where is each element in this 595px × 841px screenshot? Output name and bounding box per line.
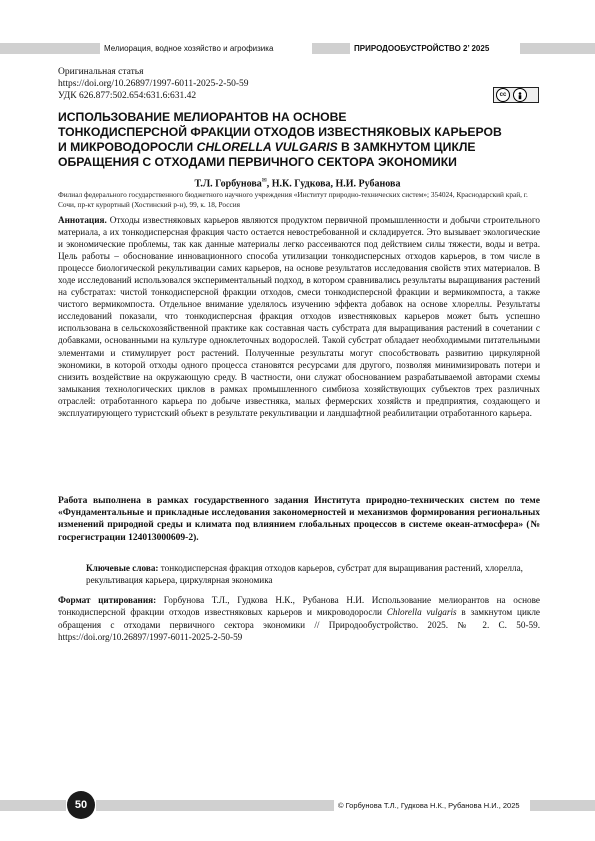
- title-species: CHLORELLA VULGARIS: [196, 140, 338, 154]
- header-left-bar: [0, 43, 100, 54]
- title-line-4: ОБРАЩЕНИЯ С ОТХОДАМИ ПЕРВИЧНОГО СЕКТОРА ЭКОНОМИКИ: [58, 155, 457, 169]
- keywords-text: тонкодисперсная фракция отходов карьеров, субстрат для выращивания растений, хлорелла, рекультивация карьера, циркулярная экономика: [86, 563, 523, 585]
- authors: [0, 177, 595, 189]
- affiliation: Филиал федерального государственного бюджетного научного учреждения «Институт природно-технических систем»; 354024, Краснодарский край, г. Сочи, пр-кт курортный (Хостинский р-н), 99, к. 18, Россия: [58, 190, 528, 209]
- cc-icon: cc: [496, 88, 510, 102]
- keywords-label: Ключевые слова:: [86, 563, 159, 573]
- running-header-section: Мелиорация, водное хозяйство и агрофизика: [104, 44, 274, 53]
- header-right-bar: [520, 43, 595, 54]
- article-title: [58, 110, 540, 170]
- article-type: Оригинальная статья: [58, 67, 144, 77]
- article-meta: [58, 66, 249, 102]
- citation-post: в замкнутом цикле обращения с отходами первичного сектора экономики // Природообустройство. 2025. № 2. С. 50-59. https://doi.org/10.26897/1997-6011-2025-2-50-59: [58, 607, 540, 642]
- funding-statement: Работа выполнена в рамках государственного задания Института природно-технических систем по теме «Фундаментальные и прикладные исследования закономерностей и механизмов формирования региональных изменений природной среды и климата под влиянием глобальных процессов в системе океан-атмосфера» (№ госрегистрации 124013000609-2).: [58, 496, 540, 543]
- udc-code: УДК 626.877:502.654:631.6:631.42: [58, 91, 197, 101]
- keywords: [86, 562, 540, 586]
- footer-left-bar: [0, 800, 66, 811]
- citation-pre: Горбунова Т.Л., Гудкова Н.К., Рубанова Н.И. Использование мелиорантов на основе тонкодисперсной фракции отходов известняковых карьеров и микроводоросли: [58, 595, 541, 618]
- abstract: [58, 214, 540, 419]
- corresponding-mail-icon: ✉: [261, 178, 267, 184]
- cc-license-badge[interactable]: [493, 87, 539, 103]
- by-person-icon: [513, 88, 527, 102]
- running-header-journal: ПРИРОДООБУСТРОЙСТВО 2’ 2025: [354, 44, 490, 53]
- author-1: Т.Л. Горбунова: [194, 178, 262, 190]
- authors-rest: , Н.К. Гудкова, Н.И. Рубанова: [266, 178, 401, 190]
- header-middle-bar: [312, 43, 350, 54]
- title-line-2: ТОНКОДИСПЕРСНОЙ ФРАКЦИИ ОТХОДОВ ИЗВЕСТНЯКОВЫХ КАРЬЕРОВ: [58, 125, 502, 139]
- title-line-3-pre: И МИКРОВОДОРОСЛИ: [58, 140, 197, 154]
- footer-middle-bar: [96, 800, 334, 811]
- page-number: 50: [67, 791, 95, 819]
- title-line-3-post: В ЗАМКНУТОМ ЦИКЛЕ: [337, 140, 476, 154]
- abstract-label: Аннотация.: [58, 215, 107, 225]
- citation-format: [58, 594, 540, 643]
- title-line-1: ИСПОЛЬЗОВАНИЕ МЕЛИОРАНТОВ НА ОСНОВЕ: [58, 110, 347, 124]
- citation-species: Chlorella vulgaris: [386, 607, 457, 618]
- doi-link[interactable]: https://doi.org/10.26897/1997-6011-2025-2-50-59: [58, 79, 249, 89]
- copyright: © Горбунова Т.Л., Гудкова Н.К., Рубанова Н.И., 2025: [338, 801, 520, 810]
- footer-right-bar: [530, 800, 595, 811]
- abstract-text: Отходы известняковых карьеров являются продуктом первичной промышленности и добычи строительного материала, а их тонкодисперсная фракция часто остается невостребованной и складируется. Это вызывает экологические и экономические проблемы, так как данные материалы легко рассеиваются под действием силы тяжести, воды и ветра. Цель работы – обоснование инновационного способа утилизации тонкодисперсных отходов карьеров, в том числе в процессе биологической рекультивации самих карьеров, на основе результатов исследования свойств этих материалов. В ходе исследований использовался экспериментальный подход, в котором сравнивались результаты выращивания растений на субстратах: чистой тонкодисперсной фракции отходов, смеси тонкодисперсной фракции и вермикомпоста, а также чистого вермикомпоста. Отдельное внимание уделялось изучению эффекта добавок на основе хлореллы. Результаты исследований показали, что тонкодисперсная фракция отходов известняковых карьеров может быть успешно использована в сельскохозяйственной практике как составная часть субстрата для выращивания растений в сочетании с добавками, основанными на культуре одноклеточных водорослей. Такой субстрат обладает необходимыми питательными элементами и стимулирует рост растений. Полученные результаты могут способствовать развитию циркулярной экономики, в которой отходы одного процесса становятся ресурсами для другого, позволяя минимизировать потери и снизить воздействие на окружающую среду. В частности, они служат обоснованием разрабатываемой авторами схемы замыкания технологических циклов в рамках промышленного симбиоза хозяйствующих субъектов трех различных отраслей: отработанного карьера по добыче известняка, малых фермерских хозяйств и предприятия, создающего и эксплуатирующего туристский объект в результате рекультивации и ландшафтной реабилитации отработанного карьера.: [58, 215, 540, 418]
- title-line-3: [58, 140, 540, 155]
- citation-label: Формат цитирования:: [58, 595, 157, 605]
